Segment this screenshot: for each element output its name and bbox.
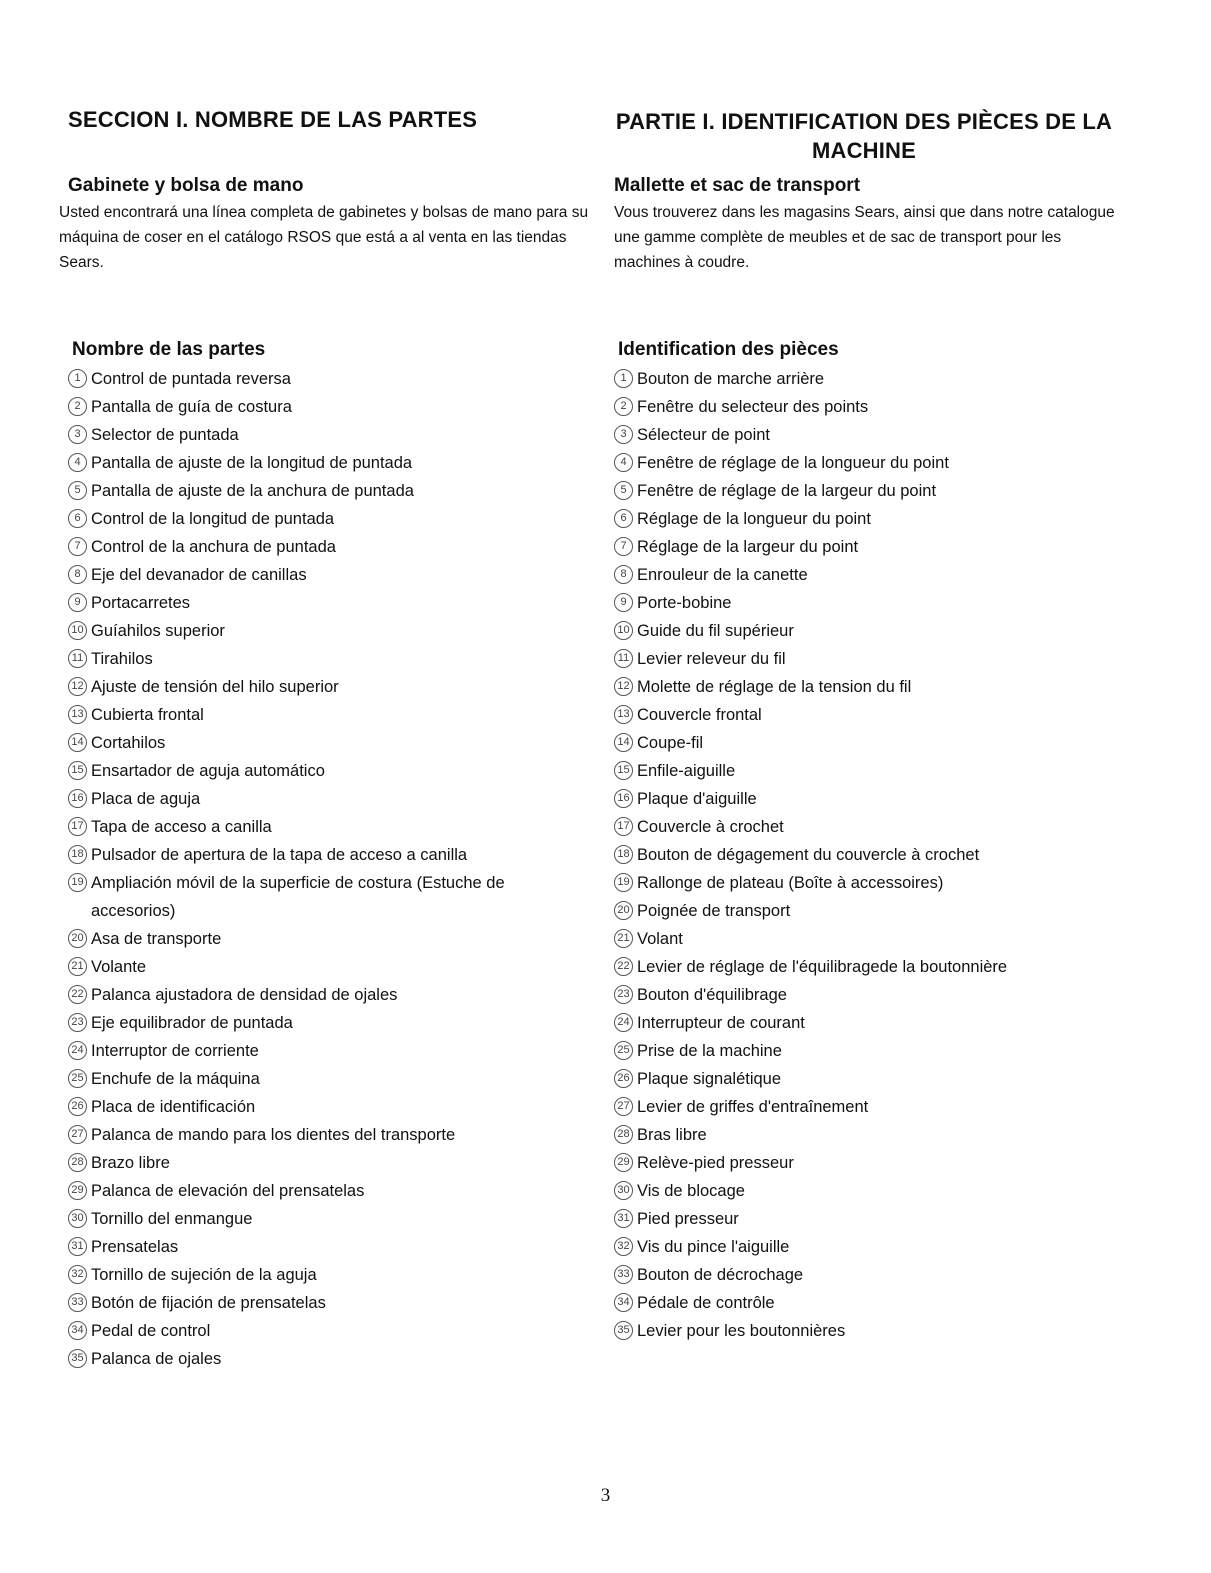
part-number: 20	[614, 901, 633, 920]
part-item	[614, 1121, 1007, 1149]
part-number: 20	[68, 929, 87, 948]
part-number: 9	[68, 593, 87, 612]
part-item	[614, 617, 1007, 645]
part-item	[68, 757, 561, 785]
part-label: Pantalla de guía de costura	[91, 398, 292, 416]
part-label: Plaque signalétique	[637, 1070, 782, 1088]
part-item	[614, 981, 1007, 1009]
part-label: Volant	[637, 930, 683, 948]
part-number: 12	[68, 677, 87, 696]
part-item	[68, 841, 561, 869]
part-item	[68, 449, 561, 477]
part-number: 4	[68, 453, 87, 472]
part-item	[68, 421, 561, 449]
part-label: Eje del devanador de canillas	[91, 566, 307, 584]
part-item	[68, 1345, 561, 1373]
part-item	[68, 673, 561, 701]
part-item	[68, 393, 561, 421]
part-label: Poignée de transport	[637, 902, 791, 920]
part-item	[614, 589, 1007, 617]
part-number: 4	[614, 453, 633, 472]
part-item	[68, 1149, 561, 1177]
part-item	[68, 1121, 561, 1149]
part-item	[614, 1205, 1007, 1233]
part-item	[68, 365, 561, 393]
part-item	[68, 953, 561, 981]
part-number: 35	[68, 1349, 87, 1368]
part-item	[68, 1289, 561, 1317]
part-label: Fenêtre de réglage de la largeur du point	[637, 482, 937, 500]
part-label: Palanca de ojales	[91, 1350, 222, 1368]
part-label: Coupe-fil	[637, 734, 704, 752]
part-label: Enrouleur de la canette	[637, 566, 808, 584]
part-label: Placa de aguja	[91, 790, 201, 808]
part-label: Interrupteur de courant	[637, 1014, 805, 1032]
part-number: 25	[614, 1041, 633, 1060]
parts-title-spanish: Nombre de las partes	[72, 339, 266, 360]
part-number: 2	[614, 397, 633, 416]
cabinet-text-spanish: Usted encontrará una línea completa de gabinetes y bolsas de mano para su máquina de coser en el catálogo RSOS que está a al venta en las tiendas Sears.	[59, 204, 589, 271]
cabinet-text-french: Vous trouverez dans les magasins Sears, ainsi que dans notre catalogue une gamme complète de meubles et de sac de transport pour les machines à coudre.	[614, 204, 1115, 271]
part-label: Fenêtre du selecteur des points	[637, 398, 869, 416]
part-number: 13	[614, 705, 633, 724]
parts-list-french	[614, 365, 1007, 1345]
part-label: Pied presseur	[637, 1210, 739, 1228]
part-item	[614, 1261, 1007, 1289]
part-item	[614, 477, 1007, 505]
part-number: 13	[68, 705, 87, 724]
section-title-spanish: SECCION I. NOMBRE DE LAS PARTES	[68, 107, 478, 132]
part-label: Placa de identificación	[91, 1098, 256, 1116]
part-item	[614, 813, 1007, 841]
part-number: 28	[614, 1125, 633, 1144]
part-item	[68, 1177, 561, 1205]
part-label: Prise de la machine	[637, 1042, 782, 1060]
part-item	[614, 1009, 1007, 1037]
part-number: 32	[68, 1265, 87, 1284]
part-number: 21	[68, 957, 87, 976]
part-label: Porte-bobine	[637, 594, 732, 612]
part-number: 23	[614, 985, 633, 1004]
part-label: Réglage de la longueur du point	[637, 510, 871, 528]
part-number: 6	[68, 509, 87, 528]
part-number: 29	[68, 1181, 87, 1200]
part-item	[614, 701, 1007, 729]
part-item	[614, 869, 1007, 897]
part-number: 32	[614, 1237, 633, 1256]
part-number: 34	[614, 1293, 633, 1312]
part-label: Guide du fil supérieur	[637, 622, 794, 640]
part-item	[614, 785, 1007, 813]
part-item	[614, 729, 1007, 757]
part-number: 17	[68, 817, 87, 836]
part-item	[614, 1289, 1007, 1317]
part-number: 33	[614, 1265, 633, 1284]
part-item	[614, 673, 1007, 701]
part-item	[68, 1037, 561, 1065]
part-label: Pulsador de apertura de la tapa de acceso a canilla	[91, 846, 468, 864]
part-number: 28	[68, 1153, 87, 1172]
part-number: 25	[68, 1069, 87, 1088]
part-number: 3	[68, 425, 87, 444]
part-item	[614, 421, 1007, 449]
part-number: 18	[68, 845, 87, 864]
part-number: 7	[68, 537, 87, 556]
part-number: 35	[614, 1321, 633, 1340]
part-item	[68, 1261, 561, 1289]
part-number: 8	[68, 565, 87, 584]
part-item	[614, 841, 1007, 869]
part-label: Palanca de mando para los dientes del transporte	[91, 1126, 456, 1144]
part-label: Brazo libre	[91, 1154, 170, 1172]
part-label: Bouton de marche arrière	[637, 370, 825, 388]
part-item	[68, 1009, 561, 1037]
part-number: 15	[614, 761, 633, 780]
part-number: 30	[68, 1209, 87, 1228]
part-label: Tornillo del enmangue	[91, 1210, 253, 1228]
part-number: 18	[614, 845, 633, 864]
part-item	[614, 645, 1007, 673]
part-item	[614, 1149, 1007, 1177]
part-item	[68, 561, 561, 589]
part-number: 14	[68, 733, 87, 752]
part-item	[614, 365, 1007, 393]
part-item	[614, 1065, 1007, 1093]
part-number: 1	[614, 369, 633, 388]
part-label: Asa de transporte	[91, 930, 222, 948]
part-label: Sélecteur de point	[637, 426, 771, 444]
part-number: 34	[68, 1321, 87, 1340]
part-item	[68, 533, 561, 561]
part-number: 5	[68, 481, 87, 500]
part-label: Bouton de décrochage	[637, 1266, 804, 1284]
section-title-french: PARTIE I. IDENTIFICATION DES PIÈCES DE LA MACHINE	[615, 109, 1113, 163]
part-number: 19	[68, 873, 87, 892]
part-number: 16	[614, 789, 633, 808]
part-number: 10	[614, 621, 633, 640]
part-label: Levier de griffes d'entraînement	[637, 1098, 869, 1116]
parts-list-spanish	[68, 365, 561, 1373]
part-label: Levier de réglage de l'équilibragede la boutonnière	[637, 958, 1008, 976]
part-number: 26	[614, 1069, 633, 1088]
part-item	[614, 561, 1007, 589]
part-label: Pedal de control	[91, 1322, 211, 1340]
part-number: 21	[614, 929, 633, 948]
part-label: Rallonge de plateau (Boîte à accessoires)	[637, 874, 944, 892]
part-number: 27	[614, 1097, 633, 1116]
part-number: 9	[614, 593, 633, 612]
part-number: 1	[68, 369, 87, 388]
part-item	[614, 1093, 1007, 1121]
part-label: Palanca de elevación del prensatelas	[91, 1182, 365, 1200]
part-label: Levier releveur du fil	[637, 650, 786, 668]
part-number: 2	[68, 397, 87, 416]
part-item	[68, 477, 561, 505]
part-item	[68, 1317, 561, 1345]
part-item	[68, 785, 561, 813]
part-label: Enfile-aiguille	[637, 762, 736, 780]
part-item	[614, 1177, 1007, 1205]
part-label: Bouton d'équilibrage	[637, 986, 787, 1004]
part-label: Pédale de contrôle	[637, 1294, 775, 1312]
part-label: Ensartador de aguja automático	[91, 762, 325, 780]
part-label: Réglage de la largeur du point	[637, 538, 859, 556]
part-item	[68, 589, 561, 617]
part-label: Ajuste de tensión del hilo superior	[91, 678, 339, 696]
part-number: 14	[614, 733, 633, 752]
part-label: Relève-pied presseur	[637, 1154, 794, 1172]
part-item	[614, 1317, 1007, 1345]
part-number: 10	[68, 621, 87, 640]
part-item	[68, 1205, 561, 1233]
part-item	[614, 1037, 1007, 1065]
part-number: 7	[614, 537, 633, 556]
part-item	[68, 617, 561, 645]
part-number: 24	[614, 1013, 633, 1032]
part-label: Volante	[91, 958, 147, 976]
part-item	[68, 981, 561, 1009]
part-label: Selector de puntada	[91, 426, 239, 444]
part-label: Bras libre	[637, 1126, 707, 1144]
part-label: Molette de réglage de la tension du fil	[637, 678, 912, 696]
cabinet-title-spanish: Gabinete y bolsa de mano	[68, 175, 304, 196]
part-label: Eje equilibrador de puntada	[91, 1014, 293, 1032]
parts-title-french: Identification des pièces	[618, 339, 839, 360]
part-label: Couvercle frontal	[637, 706, 762, 724]
part-number: 6	[614, 509, 633, 528]
part-item	[68, 869, 561, 925]
part-label: Portacarretes	[91, 594, 191, 612]
part-label: Prensatelas	[91, 1238, 179, 1256]
part-number: 19	[614, 873, 633, 892]
part-number: 11	[68, 649, 87, 668]
part-label: Control de puntada reversa	[91, 370, 291, 388]
part-item	[68, 1065, 561, 1093]
part-item	[68, 701, 561, 729]
part-number: 31	[614, 1209, 633, 1228]
part-number: 26	[68, 1097, 87, 1116]
part-item	[614, 953, 1007, 981]
part-item	[68, 729, 561, 757]
part-label: Ampliación móvil de la superficie de costura (Estuche de accesorios)	[91, 874, 505, 920]
part-label: Palanca ajustadora de densidad de ojales	[91, 986, 398, 1004]
page-number: 3	[600, 1485, 611, 1506]
cabinet-title-french: Mallette et sac de transport	[614, 175, 861, 196]
part-label: Control de la anchura de puntada	[91, 538, 336, 556]
part-label: Cubierta frontal	[91, 706, 204, 724]
part-label: Plaque d'aiguille	[637, 790, 757, 808]
part-item	[614, 925, 1007, 953]
part-number: 33	[68, 1293, 87, 1312]
part-number: 31	[68, 1237, 87, 1256]
part-label: Tirahilos	[91, 650, 153, 668]
part-number: 5	[614, 481, 633, 500]
part-item	[614, 505, 1007, 533]
part-label: Control de la longitud de puntada	[91, 510, 335, 528]
part-number: 16	[68, 789, 87, 808]
part-label: Enchufe de la máquina	[91, 1070, 260, 1088]
part-item	[614, 897, 1007, 925]
part-label: Tornillo de sujeción de la aguja	[91, 1266, 317, 1284]
part-item	[614, 533, 1007, 561]
part-item	[614, 1233, 1007, 1261]
part-label: Guíahilos superior	[91, 622, 225, 640]
part-number: 22	[68, 985, 87, 1004]
part-number: 29	[614, 1153, 633, 1172]
part-number: 11	[614, 649, 633, 668]
part-item	[614, 393, 1007, 421]
part-label: Vis de blocage	[637, 1182, 745, 1200]
part-number: 12	[614, 677, 633, 696]
part-item	[614, 449, 1007, 477]
part-label: Cortahilos	[91, 734, 166, 752]
part-label: Tapa de acceso a canilla	[91, 818, 272, 836]
part-number: 17	[614, 817, 633, 836]
part-label: Levier pour les boutonnières	[637, 1322, 846, 1340]
part-number: 15	[68, 761, 87, 780]
part-item	[614, 757, 1007, 785]
part-number: 23	[68, 1013, 87, 1032]
part-number: 24	[68, 1041, 87, 1060]
part-number: 27	[68, 1125, 87, 1144]
part-number: 22	[614, 957, 633, 976]
part-item	[68, 1093, 561, 1121]
part-item	[68, 645, 561, 673]
part-item	[68, 1233, 561, 1261]
part-number: 3	[614, 425, 633, 444]
part-label: Bouton de dégagement du couvercle à crochet	[637, 846, 980, 864]
part-item	[68, 813, 561, 841]
part-label: Pantalla de ajuste de la longitud de puntada	[91, 454, 413, 472]
part-number: 30	[614, 1181, 633, 1200]
part-label: Fenêtre de réglage de la longueur du point	[637, 454, 949, 472]
part-number: 8	[614, 565, 633, 584]
part-item	[68, 505, 561, 533]
part-label: Pantalla de ajuste de la anchura de puntada	[91, 482, 414, 500]
part-item	[68, 925, 561, 953]
part-label: Vis du pince l'aiguille	[637, 1238, 790, 1256]
part-label: Interruptor de corriente	[91, 1042, 259, 1060]
part-label: Botón de fijación de prensatelas	[91, 1294, 326, 1312]
part-label: Couvercle à crochet	[637, 818, 784, 836]
